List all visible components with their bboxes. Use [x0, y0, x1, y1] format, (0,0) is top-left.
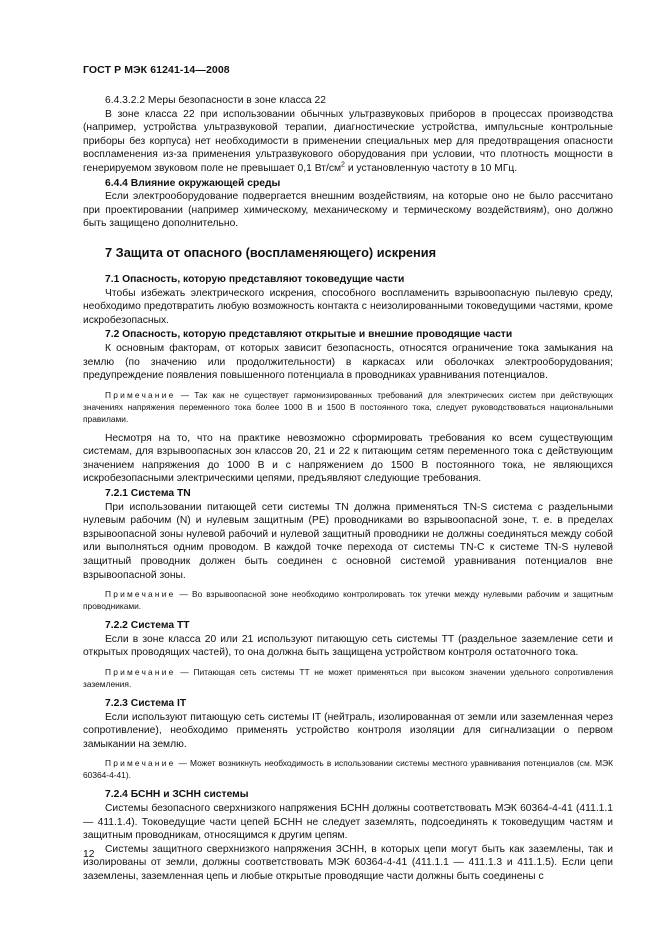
heading-7-2-2: 7.2.2 Система TT [105, 620, 190, 632]
document-header: ГОСТ Р МЭК 61241-14—2008 [83, 64, 230, 76]
heading-6-4-3-2-2: 6.4.3.2.2 Меры безопасности в зоне класса 22 [105, 95, 326, 106]
note-7-2-3 [83, 757, 613, 781]
paragraph-7-2-4-zsnn: Системы защитного сверхнизкого напряжения ЗСНН, в которых цепи могут быть как заземлены, так и изолированы от земли, должны соответствовать МЭК 60364-4-41 (411.1.1 — 411.1.3 и 411.1.5). Если цепи заземлены, заземленная цепь и любые открытые проводящие части должны быть соединены с [83, 843, 613, 882]
heading-6-4-4: 6.4.4 Влияние окружающей среды [105, 177, 281, 189]
paragraph-text-end: и установленную частоту в 10 МГц. [344, 162, 518, 174]
paragraph-7-2: К основным факторам, от которых зависит безопасность, относятся ограничение тока замыкания на землю (по значению или продолжительности) в каркасах или оболочках электрооборудования; предупреждение появления повышенного потенциала в проводниках уравнивания потенциалов. [83, 342, 613, 382]
paragraph-7-2-2: Если в зоне класса 20 или 21 используют питающую сеть системы TT (раздельное заземление сети и открытых проводящих частей), то она должна быть защищена устройством контроля остаточного тока. [83, 633, 613, 659]
note-7-2-1 [83, 588, 613, 612]
paragraph-7-2-4-bsnn: Системы безопасного сверхнизкого напряжения БСНН должны соответствовать МЭК 60364-4-41 (411.1.1 — 411.1.4). Токоведущие части цепей БСНН не следует заземлять, подсоединять к токоведущим частям и защитным проводникам, относящимся к другим цепям. [83, 802, 613, 842]
note-7-2-2 [83, 666, 613, 690]
paragraph-6-4-3-2-2 [83, 108, 613, 176]
heading-7-2-4: 7.2.4 БСНН и ЗСНН системы [105, 789, 249, 801]
heading-7-2-3: 7.2.3 Система IT [105, 698, 187, 709]
note-text: — Во взрывоопасной зоне необходимо контролировать ток утечки между нулевыми рабочим и защитным проводниками. [83, 589, 613, 612]
heading-7-2: 7.2 Опасность, которую представляют открытые и внешние проводящие части [105, 329, 513, 341]
note-label: Примечание [105, 589, 176, 600]
note-label: Примечание [105, 389, 176, 400]
note-text: — Питающая сеть системы TT не может применяться при высоком значении удельного сопротивления заземления. [83, 667, 613, 689]
heading-7-1: 7.1 Опасность, которую представляют токоведущие части [105, 273, 405, 285]
superscript: 2 [341, 161, 345, 169]
note-text: — Так как не существует гармонизированных требований для электрических систем при действующих значениях напряжения переменного тока более 1000 В и 1500 В постоянного тока, следует руководствоваться национальными правилами. [83, 389, 613, 424]
note-text: — Может возникнуть необходимость в использовании системы местного уравнивания потенциалов (см. МЭК 60364-4-41). [83, 758, 613, 781]
heading-7-2-1: 7.2.1 Система TN [105, 488, 191, 500]
note-7-2 [83, 389, 613, 425]
note-label: Примечание [105, 758, 176, 769]
paragraph-6-4-4: Если электрооборудование подвергается внешним воздействиям, на которые оно не было рассчитано при проектировании (например химическому, механическому и термическому воздействиям), оно должно быть защищено дополнительно. [83, 191, 613, 230]
paragraph-7-2-requirements: Несмотря на то, что на практике невозможно сформировать требования ко всем существующим системам, для взрывоопасных зон классов 20, 21 и 22 к питающим сетям переменного тока с действующим значением напряжения до 1000 В и с напряжением до 1500 В постоянного тока, не являющихся искробезопасными электрическими цепями, предъявляют следующие требования. [83, 432, 613, 485]
note-label: Примечание [105, 667, 176, 677]
paragraph-7-2-3: Если используют питающую сеть системы IT (нейтраль, изолированная от земли или заземленная через сопротивление), необходимо применять устройство контроля изоляции для сигнализации о первом замыкании на землю. [83, 711, 613, 750]
paragraph-7-1: Чтобы избежать электрического искрения, способного воспламенить взрывоопасную пылевую среду, необходимо предотвратить любую возможность контакта с неизолированными токоведущими частями, кроме искробезопасных. [83, 287, 613, 326]
paragraph-7-2-1: При использовании питающей сети системы TN должна применяться TN-S система с раздельными нулевым рабочим (N) и нулевым защитным (PE) проводниками во взрывоопасной зоне, т. е. в пределах взрывоопасной зоны нулевой рабочий и нулевой защитный проводники не должны соединяться между собой или выполняться одним проводом. В каждой точке перехода от системы TN-C к системе TN-S нулевой защитный проводник должен быть соединен с основной системой уравнивания потенциалов вне взрывоопасной зоны. [83, 501, 613, 581]
page-number: 12 [83, 849, 95, 860]
paragraph-text: В зоне класса 22 при использовании обычных ультразвуковых приборов в процессах производства (например, устройства ультразвуковой терапии, диагностические устройства, импульсные контрольные приборы без корпуса) нет необходимости в применении специальных мер для предотвращения опасности воспламенения из-за применения ультразвукового оборудования при условии, что плотность мощности в генерируемом звуковом поле не превышает 0,1 Вт/см [83, 108, 613, 174]
heading-section-7: 7 Защита от опасного (воспламеняющего) искрения [105, 244, 437, 260]
document-body [83, 94, 613, 884]
